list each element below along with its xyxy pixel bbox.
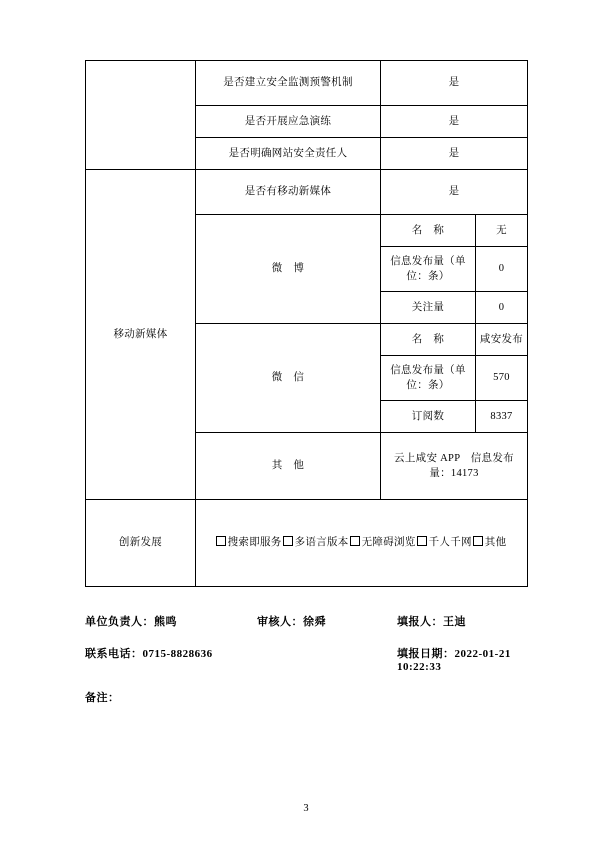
emergency-drill-label: 是否开展应急演练 [196,106,381,138]
table-row [86,61,528,106]
other-label: 其 他 [196,433,381,500]
signature-row-2 [85,645,527,673]
innovation-option-label: 其他 [484,537,507,549]
signature-row-1 [85,613,527,629]
weibo-follow-value: 0 [476,292,528,324]
checkbox-icon[interactable] [283,536,293,546]
innovation-option-label: 无障碍浏览 [361,537,416,549]
weixin-subscribe-label: 订阅数 [381,401,476,433]
checkbox-icon[interactable] [350,536,360,546]
date-field [397,645,527,673]
unit-head-value: 熊鸣 [154,616,177,628]
weixin-name-value: 咸安发布 [476,324,528,356]
checkbox-icon[interactable] [216,536,226,546]
weixin-label: 微 信 [196,324,381,433]
unit-head-field [85,613,257,629]
emergency-drill-value: 是 [381,106,528,138]
filler-label: 填报人： [397,616,443,628]
table-row [86,500,528,587]
weixin-name-label: 名 称 [381,324,476,356]
signature-block [85,613,527,705]
weixin-publish-label: 信息发布量（单位：条） [381,356,476,401]
weibo-follow-label: 关注量 [381,292,476,324]
empty-label-cell [86,61,196,170]
filler-field [397,613,527,629]
reviewer-field [257,613,397,629]
phone-value: 0715-8828636 [142,648,213,660]
phone-field [85,645,397,673]
weibo-publish-value: 0 [476,247,528,292]
monitor-warning-value: 是 [381,61,528,106]
filler-value: 王迪 [443,616,466,628]
innovation-option-3[interactable] [350,535,416,550]
checkbox-icon[interactable] [473,536,483,546]
innovation-option-4[interactable] [417,535,472,550]
innovation-option-1[interactable] [216,535,282,550]
innovation-option-2[interactable] [283,535,349,550]
innovation-option-label: 多语言版本 [294,537,349,549]
security-owner-value: 是 [381,138,528,170]
innovation-option-5[interactable] [473,535,507,550]
reviewer-label: 审核人： [257,616,303,628]
weibo-name-label: 名 称 [381,215,476,247]
innovation-label: 创新发展 [86,500,196,587]
mobile-media-label: 移动新媒体 [86,170,196,500]
remark-label: 备注： [85,692,120,704]
reviewer-value: 徐舜 [303,616,326,628]
table-row [86,170,528,215]
has-mobile-media-value: 是 [381,170,528,215]
page-number: 3 [303,803,309,814]
security-owner-label: 是否明确网站安全责任人 [196,138,381,170]
innovation-options [196,500,528,587]
innovation-option-label: 搜索即服务 [227,537,282,549]
weibo-name-value: 无 [476,215,528,247]
monitor-warning-label: 是否建立安全监测预警机制 [196,61,381,106]
innovation-option-label: 千人千网 [428,537,472,549]
date-label: 填报日期： [397,648,455,660]
weibo-publish-label: 信息发布量（单位：条） [381,247,476,292]
checkbox-icon[interactable] [417,536,427,546]
unit-head-label: 单位负责人： [85,616,154,628]
other-value: 云上咸安 APP 信息发布量：14173 [381,433,528,500]
phone-label: 联系电话： [85,648,143,660]
report-table [85,60,528,587]
weibo-label: 微 博 [196,215,381,324]
date-value: 2022-01-21 10:22:33 [397,648,511,673]
has-mobile-media-label: 是否有移动新媒体 [196,170,381,215]
weixin-subscribe-value: 8337 [476,401,528,433]
weixin-publish-value: 570 [476,356,528,401]
